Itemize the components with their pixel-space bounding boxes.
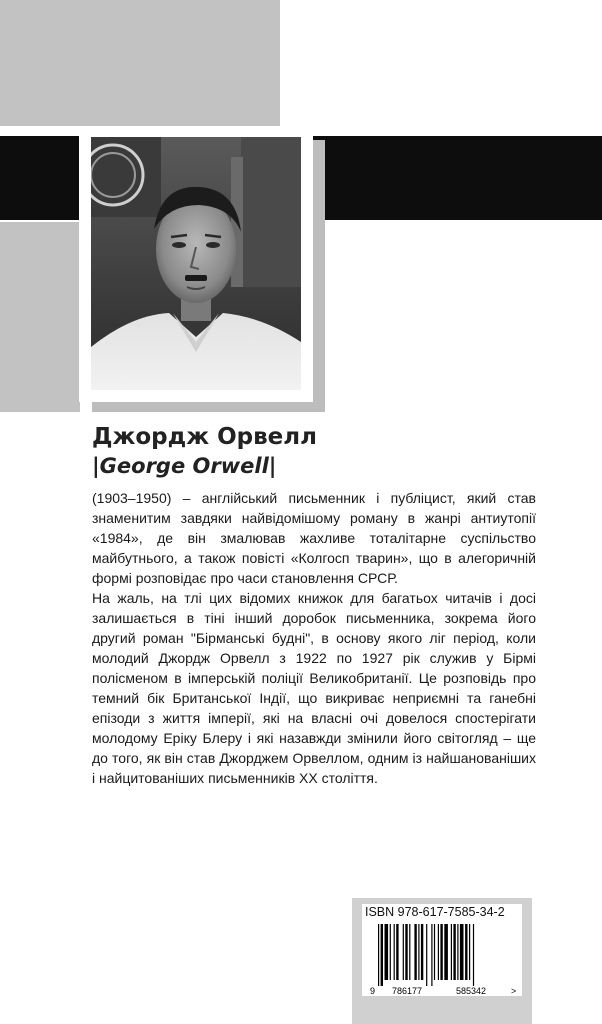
barcode-bar <box>451 924 452 980</box>
barcode-label <box>362 904 522 996</box>
barcode-digit-first: 9 <box>370 986 376 996</box>
author-name-heading: Джордж Орвелл <box>92 424 317 450</box>
barcode-bar <box>396 924 398 980</box>
barcode-bar <box>460 924 464 980</box>
barcode-bar <box>405 924 407 980</box>
barcode-bar <box>453 924 455 980</box>
gray-decor-block-left <box>0 222 80 412</box>
barcode-bar <box>381 924 383 986</box>
barcode-bar <box>469 924 470 980</box>
barcode-bar <box>440 924 442 980</box>
portrait-photo-icon <box>91 137 301 390</box>
author-biography <box>92 488 536 788</box>
barcode-icon <box>370 924 518 996</box>
barcode-bar <box>385 924 389 980</box>
barcode-bar <box>418 924 419 980</box>
barcode-bar <box>431 924 432 986</box>
barcode-bar <box>438 924 439 980</box>
barcode-bar <box>465 924 467 980</box>
barcode-digits-right: 585342 <box>456 986 487 996</box>
barcode-bar <box>403 924 404 980</box>
bio-paragraph-1: (1903–1950) – англійський письменник і публіцист, який став знаменитим завдяки найвідомішому роману в жанрі антиутопії «1984», де він змалював жахливе тоталітарне суспільство майбутнього, а також повісті «Колгосп тварин», що в алегоричній формі розповідає про часи становлення СРСР. <box>92 490 536 586</box>
gray-decor-block-top <box>0 0 280 126</box>
barcode-panel <box>352 898 532 1024</box>
barcode-bar <box>444 924 448 980</box>
barcode-bar <box>409 924 410 980</box>
barcode-bar <box>426 924 427 986</box>
barcode-bar <box>414 924 416 980</box>
author-latin-name: |George Orwell| <box>92 454 277 478</box>
barcode-bar <box>394 924 395 980</box>
bio-paragraph-2: На жаль, на тлі цих відомих книжок для багатьох читачів і досі залишається в тіні інший доробок письменника, зокрема його другий роман "Бірманські будні", в основу якого ліг період, коли молодий Джордж Орвелл з 1922 по 1927 рік служив у Бірмі полісменом в імперській поліції Великобританії. Це розповідь про темний бік Британської Індії, що викриває неприємні та ганебні епізоди з життя імперії, які на власні очі довелося спостерігати молодому Еріку Блеру і які назавжди змінили його світогляд – ще до того, як він став Джорджем Орвеллом, одним із найшанованіших і найцитованіших письменників XX століття. <box>92 590 536 786</box>
isbn-number: ISBN 978-617-7585-34-2 <box>365 905 505 919</box>
barcode-bar <box>378 924 379 986</box>
barcode-bar <box>457 924 458 980</box>
barcode-bar <box>473 924 474 986</box>
barcode-end-mark: > <box>511 986 517 996</box>
barcode-digits-left: 786177 <box>392 986 423 996</box>
barcode-bar <box>421 924 423 980</box>
barcode-bar <box>434 924 435 980</box>
author-photo-frame <box>79 126 313 402</box>
barcode-bar <box>390 924 391 980</box>
